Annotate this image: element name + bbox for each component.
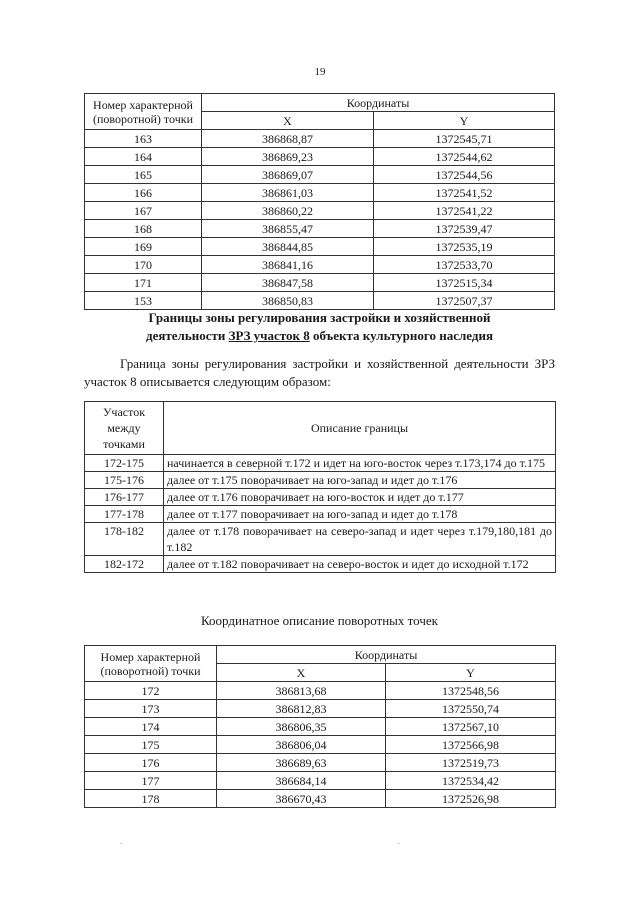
x-coordinate-cell: 386850,83	[202, 292, 374, 310]
x-coordinate-cell: 386841,16	[202, 256, 374, 274]
table-1-body	[85, 130, 555, 310]
y-coordinate-cell: 1372515,34	[374, 274, 555, 292]
y-coordinate-cell: 1372507,37	[374, 292, 555, 310]
table-row	[85, 523, 556, 556]
description-cell: далее от т.176 поворачивает на юго-восток и идет до т.177	[164, 489, 556, 506]
table-row	[85, 700, 556, 718]
description-cell: далее от т.178 поворачивает на северо-запад и идет через т.179,180,181 до т.182	[164, 523, 556, 556]
x-coordinate-cell: 386813,68	[217, 682, 386, 700]
description-cell: далее от т.175 поворачивает на юго-запад и идет до т.176	[164, 472, 556, 489]
table-row	[85, 556, 556, 573]
coordinates-table-1	[84, 93, 555, 310]
segment-cell: 172-175	[85, 455, 164, 472]
table-3-body	[85, 682, 556, 808]
table-row	[85, 274, 555, 292]
description-cell: начинается в северной т.172 и идет на юго-восток через т.173,174 до т.175	[164, 455, 556, 472]
table-row	[85, 736, 556, 754]
description-cell: далее от т.182 поворачивает на северо-восток и идет до исходной т.172	[164, 556, 556, 573]
header-coordinates: Координаты	[217, 646, 556, 664]
header-x: X	[217, 664, 386, 682]
point-number-cell: 168	[85, 220, 202, 238]
x-coordinate-cell: 386812,83	[217, 700, 386, 718]
table-row	[85, 292, 555, 310]
table-row	[85, 202, 555, 220]
table-row	[85, 790, 556, 808]
x-coordinate-cell: 386689,63	[217, 754, 386, 772]
y-coordinate-cell: 1372567,10	[386, 718, 556, 736]
segment-cell: 175-176	[85, 472, 164, 489]
y-coordinate-cell: 1372544,62	[374, 148, 555, 166]
y-coordinate-cell: 1372534,42	[386, 772, 556, 790]
table-row	[85, 148, 555, 166]
header-y: Y	[374, 112, 555, 130]
scan-mark: .	[398, 838, 400, 846]
y-coordinate-cell: 1372519,73	[386, 754, 556, 772]
segment-cell: 178-182	[85, 523, 164, 556]
x-coordinate-cell: 386861,03	[202, 184, 374, 202]
point-number-cell: 170	[85, 256, 202, 274]
scan-mark: .	[120, 838, 122, 846]
header-point-number: Номер характерной (поворотной) точки	[85, 646, 217, 682]
table-row	[85, 754, 556, 772]
y-coordinate-cell: 1372548,56	[386, 682, 556, 700]
table-row	[85, 256, 555, 274]
title-post: объекта культурного наследия	[309, 328, 493, 343]
x-coordinate-cell: 386869,23	[202, 148, 374, 166]
table-row	[85, 472, 556, 489]
x-coordinate-cell: 386806,04	[217, 736, 386, 754]
point-number-cell: 175	[85, 736, 217, 754]
header-description: Описание границы	[164, 402, 556, 455]
point-number-cell: 178	[85, 790, 217, 808]
point-number-cell: 177	[85, 772, 217, 790]
y-coordinate-cell: 1372533,70	[374, 256, 555, 274]
point-number-cell: 164	[85, 148, 202, 166]
x-coordinate-cell: 386868,87	[202, 130, 374, 148]
point-number-cell: 166	[85, 184, 202, 202]
segment-cell: 182-172	[85, 556, 164, 573]
table-row	[85, 184, 555, 202]
table-row	[85, 130, 555, 148]
point-number-cell: 174	[85, 718, 217, 736]
table-row	[85, 455, 556, 472]
header-coordinates: Координаты	[202, 94, 555, 112]
table-row	[85, 682, 556, 700]
x-coordinate-cell: 386844,85	[202, 238, 374, 256]
x-coordinate-cell: 386847,58	[202, 274, 374, 292]
point-number-cell: 167	[85, 202, 202, 220]
title-pre: деятельности	[146, 328, 229, 343]
point-number-cell: 153	[85, 292, 202, 310]
table-row	[85, 718, 556, 736]
coordinates-table-2	[84, 645, 556, 808]
x-coordinate-cell: 386855,47	[202, 220, 374, 238]
y-coordinate-cell: 1372535,19	[374, 238, 555, 256]
header-point-number: Номер характерной (поворотной) точки	[85, 94, 202, 130]
y-coordinate-cell: 1372550,74	[386, 700, 556, 718]
x-coordinate-cell: 386860,22	[202, 202, 374, 220]
table-row	[85, 506, 556, 523]
description-cell: далее от т.177 поворачивает на юго-запад и идет до т.178	[164, 506, 556, 523]
point-number-cell: 172	[85, 682, 217, 700]
segment-cell: 177-178	[85, 506, 164, 523]
x-coordinate-cell: 386806,35	[217, 718, 386, 736]
y-coordinate-cell: 1372526,98	[386, 790, 556, 808]
y-coordinate-cell: 1372539,47	[374, 220, 555, 238]
x-coordinate-cell: 386869,07	[202, 166, 374, 184]
table-row	[85, 166, 555, 184]
header-segment: Участок между точками	[85, 402, 164, 455]
point-number-cell: 173	[85, 700, 217, 718]
y-coordinate-cell: 1372566,98	[386, 736, 556, 754]
y-coordinate-cell: 1372541,52	[374, 184, 555, 202]
table-row	[85, 772, 556, 790]
x-coordinate-cell: 386670,43	[217, 790, 386, 808]
section-title	[84, 309, 555, 345]
table-row	[85, 489, 556, 506]
y-coordinate-cell: 1372545,71	[374, 130, 555, 148]
point-number-cell: 169	[85, 238, 202, 256]
table-row	[85, 238, 555, 256]
point-number-cell: 165	[85, 166, 202, 184]
point-number-cell: 163	[85, 130, 202, 148]
x-coordinate-cell: 386684,14	[217, 772, 386, 790]
boundary-description-table	[84, 401, 556, 573]
table-3-caption: Координатное описание поворотных точек	[201, 613, 438, 628]
zone-name: ЗРЗ участок 8	[228, 328, 310, 343]
section-title-line-1: Границы зоны регулирования застройки и хозяйственной	[148, 310, 491, 325]
segment-cell: 176-177	[85, 489, 164, 506]
page-number: 19	[314, 66, 326, 78]
y-coordinate-cell: 1372541,22	[374, 202, 555, 220]
header-y: Y	[386, 664, 556, 682]
table-row	[85, 220, 555, 238]
description-paragraph: Граница зоны регулирования застройки и хозяйственной деятельности ЗРЗ участок 8 описывается следующим образом:	[84, 356, 555, 389]
table-2-body	[85, 455, 556, 573]
y-coordinate-cell: 1372544,56	[374, 166, 555, 184]
header-x: X	[202, 112, 374, 130]
section-title-line-2	[84, 327, 555, 345]
point-number-cell: 171	[85, 274, 202, 292]
point-number-cell: 176	[85, 754, 217, 772]
